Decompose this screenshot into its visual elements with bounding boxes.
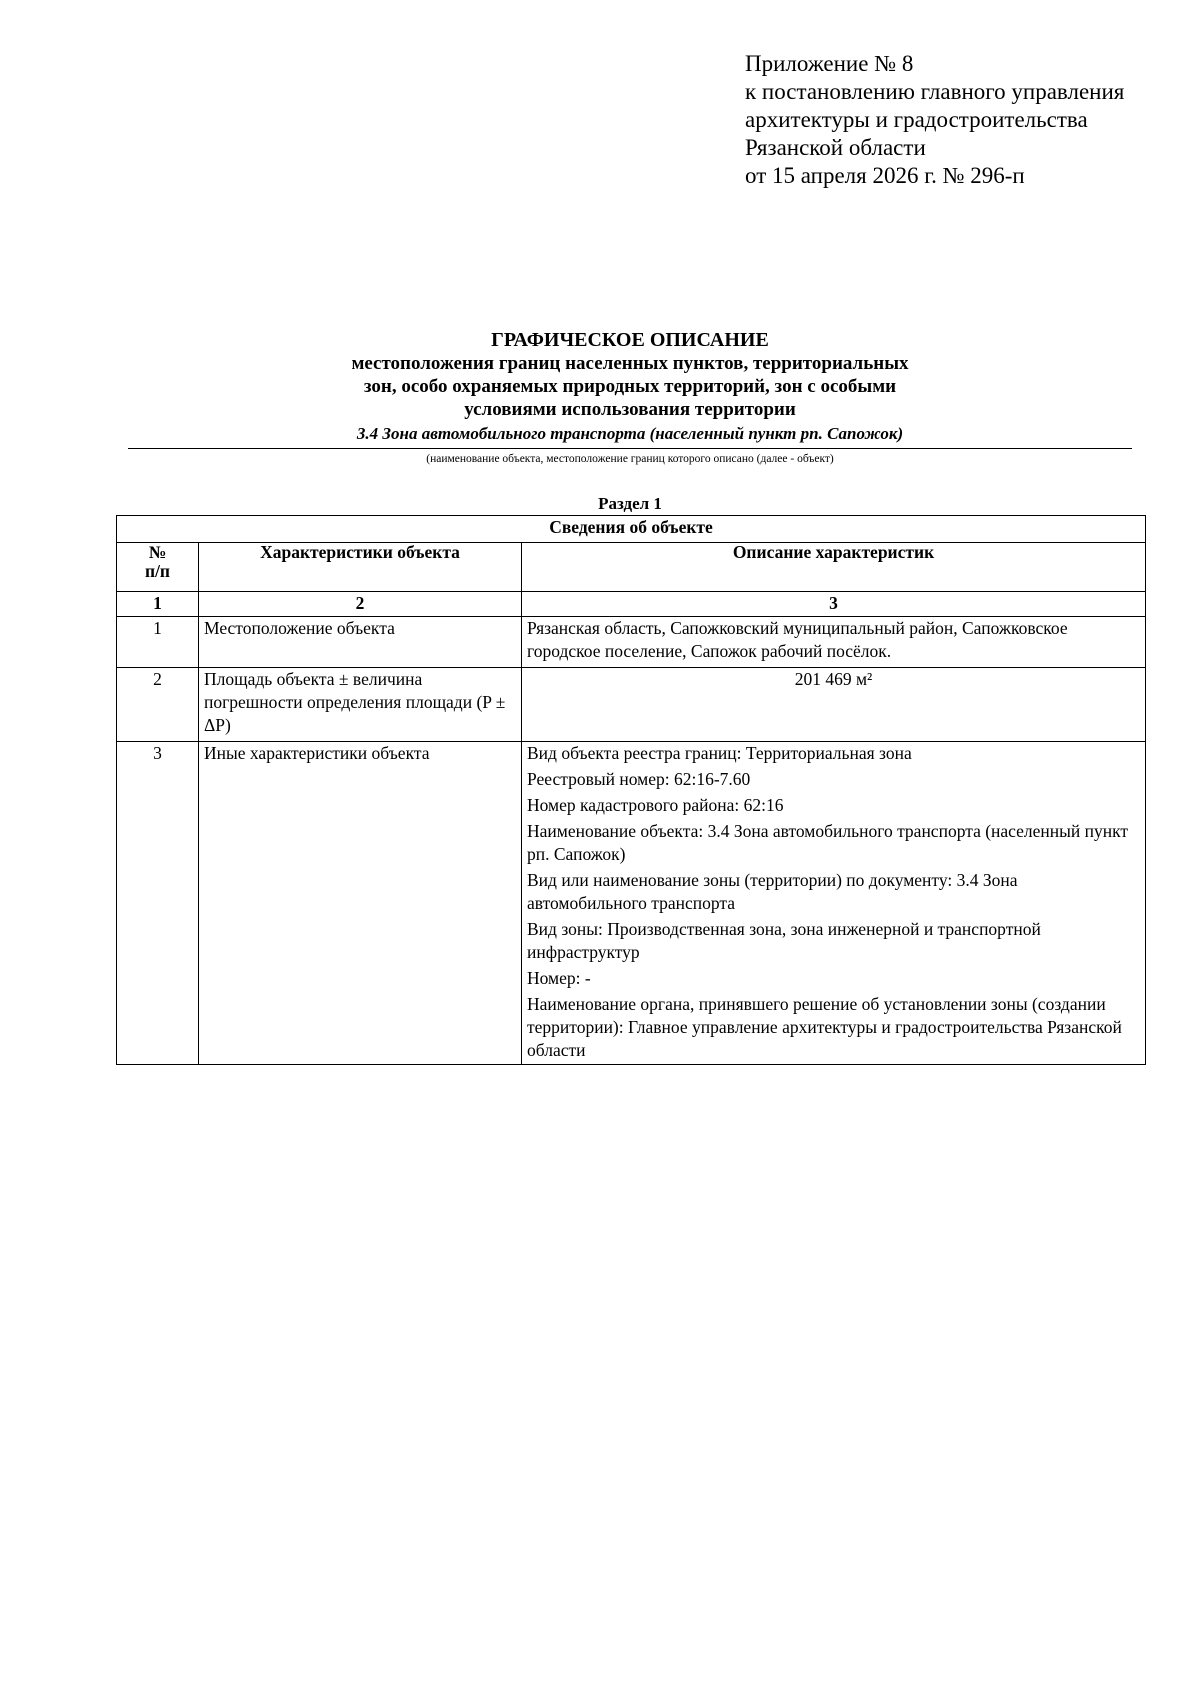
description-entry: Реестровый номер: 62:16-7.60 — [527, 769, 751, 789]
object-name: 3.4 Зона автомобильного транспорта (населенный пункт рп. Сапожок) — [356, 424, 904, 443]
column-number: 2 — [199, 592, 522, 617]
table-row — [117, 668, 1146, 742]
row-description — [522, 742, 1146, 1065]
row-number: 3 — [117, 742, 199, 1065]
description-entry: Вид зоны: Производственная зона, зона инженерной и транспортной инфраструктур — [527, 919, 1041, 962]
table-caption: Сведения об объекте — [117, 516, 1146, 543]
document-subtitle-line: условиями использования территории — [464, 399, 796, 420]
row-characteristic: Иные характеристики объекта — [199, 742, 522, 1065]
header-description: Описание характеристик — [522, 543, 1146, 592]
table-header-row — [117, 543, 1146, 592]
appendix-line: архитектуры и градостроительства — [745, 107, 1088, 132]
document-subtitle-line: местоположения границ населенных пунктов, территориальных — [351, 353, 909, 374]
appendix-line: Приложение № 8 — [745, 51, 914, 76]
row-characteristic: Местоположение объекта — [199, 617, 522, 668]
description-entry: Вид объекта реестра границ: Территориальная зона — [527, 743, 912, 763]
section-title: Раздел 1 — [598, 494, 662, 513]
document-title-block — [128, 328, 1132, 467]
description-entry: Наименование органа, принявшего решение об установлении зоны (создании территории): Главное управление архитектуры и градостроительства Рязанской области — [527, 994, 1122, 1060]
description-entry: Наименование объекта: 3.4 Зона автомобильного транспорта (населенный пункт рп. Сапожок) — [527, 821, 1129, 864]
row-number: 1 — [117, 617, 199, 668]
table-caption-row — [117, 516, 1146, 543]
object-name-caption: (наименование объекта, местоположение границ которого описано (далее - объект) — [426, 453, 834, 465]
appendix-line: к постановлению главного управления — [745, 79, 1125, 104]
table-row — [117, 617, 1146, 668]
appendix-line: Рязанской области — [745, 135, 926, 160]
row-characteristic: Площадь объекта ± величина погрешности определения площади (P ± ΔP) — [199, 668, 522, 742]
row-description: Рязанская область, Сапожковский муниципальный район, Сапожковское городское поселение, Сапожок рабочий посёлок. — [522, 617, 1146, 668]
appendix-header — [745, 50, 1124, 190]
row-description: 201 469 м² — [522, 668, 1146, 742]
column-number: 1 — [117, 592, 199, 617]
appendix-date-line: от 15 апреля 2026 г. № 296-п — [745, 163, 1025, 188]
row-number: 2 — [117, 668, 199, 742]
column-number-row — [117, 592, 1146, 617]
description-entry: Номер кадастрового района: 62:16 — [527, 795, 784, 815]
description-entry: Номер: - — [527, 968, 591, 988]
header-characteristic: Характеристики объекта — [199, 543, 522, 592]
description-entry: Вид или наименование зоны (территории) по документу: 3.4 Зона автомобильного транспорта — [527, 870, 1018, 913]
table-row — [117, 742, 1146, 1065]
header-number: № п/п — [117, 543, 199, 592]
column-number: 3 — [522, 592, 1146, 617]
document-subtitle-line: зон, особо охраняемых природных территорий, зон с особыми — [363, 376, 897, 397]
document-title: ГРАФИЧЕСКОЕ ОПИСАНИЕ — [491, 329, 769, 351]
title-underline — [128, 448, 1132, 449]
object-info-table — [116, 515, 1146, 1065]
